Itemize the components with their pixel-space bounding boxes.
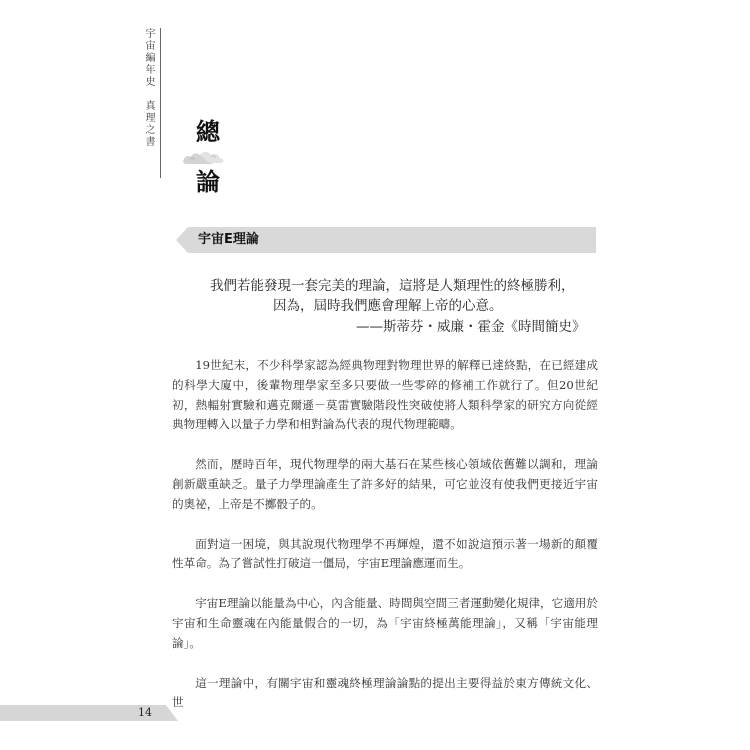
page-number: 14 bbox=[138, 706, 152, 719]
body-text bbox=[172, 356, 598, 733]
paragraph-5: 這一理論中，有關宇宙和靈魂終極理論論點的提出主要得益於東方傳統文化、世 bbox=[172, 675, 598, 710]
running-header: 宇宙編年史 真理之書 bbox=[143, 28, 154, 148]
epigraph-line-2: 因為，屆時我們應會理解上帝的心意。 bbox=[273, 298, 503, 314]
paragraph-3: 面對這一困境，與其說現代物理學不再輝煌，還不如說這預示著一場新的顛覆性革命。為了嘗試性打破這一僵局，宇宙E理論應運而生。 bbox=[172, 536, 598, 571]
paragraph-2: 然而，歷時百年，現代物理學的兩大基石在某些核心領域依舊難以調和，理論創新嚴重缺乏。量子力學理論產生了許多好的結果，可它並沒有使我們更接近宇宙的奧祕，上帝是不擲骰子的。 bbox=[172, 457, 598, 511]
section-heading-band bbox=[176, 227, 596, 253]
header-rule bbox=[160, 28, 161, 178]
cloud-icon bbox=[180, 147, 230, 167]
chapter-title-char-2: 論 bbox=[196, 167, 220, 196]
chapter-title-char-1: 總 bbox=[196, 117, 220, 146]
paragraph-1: 19世紀末，不少科學家認為經典物理對物理世界的解釋已達終點，在已經建成的科學大廈中，後輩物理學家至多只要做一些零碎的修補工作就行了。但20世紀初，熱輻射實驗和邁克爾遜－莫雷實驗階段性突破使將人類科學家的研究方向從經典物理轉入以量子力學和相對論為代表的現代物理範疇。 bbox=[172, 358, 598, 432]
epigraph-attribution: ——斯蒂芬・威廉・霍金《時間簡史》 bbox=[356, 319, 586, 335]
epigraph-line-1: 我們若能發現一套完美的理論，這將是人類理性的終極勝利， bbox=[210, 278, 575, 294]
page-number-tab bbox=[0, 705, 178, 721]
paragraph-4: 宇宙E理論以能量為中心，內含能量、時間與空間三者運動變化規律，它適用於宇宙和生命靈魂在內能量假合的一切，為「宇宙終極萬能理論」，又稱「宇宙能理論」。 bbox=[172, 596, 598, 650]
section-title: 宇宙E理論 bbox=[198, 232, 259, 247]
